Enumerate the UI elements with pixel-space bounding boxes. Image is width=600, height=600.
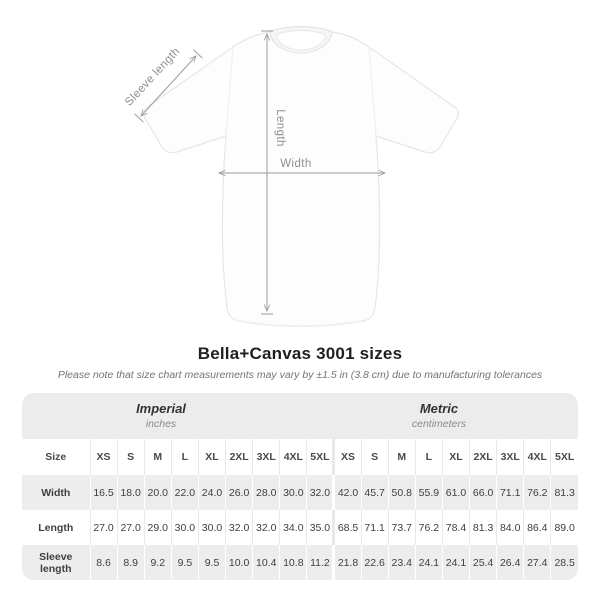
size-cell: XS (334, 439, 361, 475)
metric-label: Metric (419, 401, 459, 416)
sleeve-length-label: Sleeve length (122, 45, 183, 109)
imperial-unit: inches (145, 418, 177, 430)
width-label: Width (280, 158, 312, 170)
size-cell: XS (90, 439, 117, 475)
size-cell: XL (198, 439, 225, 475)
tolerance-note: Please note that size chart measurements may vary by ±1.5 in (3.8 cm) due to manufacturing tolerances (57, 369, 543, 381)
size-cell: XL (442, 439, 469, 475)
value-cell: 24.0 (198, 475, 225, 510)
value-cell: 68.5 (334, 510, 361, 545)
value-cell: 27.0 (90, 510, 117, 545)
value-cell: 10.8 (280, 545, 307, 580)
value-cell: 9.5 (198, 545, 225, 580)
value-cell: 30.0 (280, 475, 307, 510)
row-label: Size (22, 439, 90, 475)
page-title: Bella+Canvas 3001 sizes (197, 344, 403, 363)
measurement-row (22, 475, 578, 510)
size-cell: 2XL (226, 439, 253, 475)
size-cell: 4XL (280, 439, 307, 475)
value-cell: 8.6 (90, 545, 117, 580)
value-cell: 81.3 (551, 475, 578, 510)
value-cell: 10.4 (253, 545, 280, 580)
size-cell: L (415, 439, 442, 475)
size-table (22, 439, 578, 580)
value-cell: 23.4 (388, 545, 415, 580)
measurement-row (22, 510, 578, 545)
imperial-group-header (22, 401, 300, 430)
value-cell: 27.0 (117, 510, 144, 545)
size-cell: 5XL (551, 439, 578, 475)
row-label: Sleeve length (22, 545, 90, 580)
metric-group-header (300, 401, 578, 430)
size-cell: 3XL (253, 439, 280, 475)
tshirt-shape (144, 27, 459, 327)
value-cell: 78.4 (442, 510, 469, 545)
value-cell: 76.2 (415, 510, 442, 545)
value-cell: 50.8 (388, 475, 415, 510)
value-cell: 9.5 (171, 545, 198, 580)
value-cell: 26.0 (226, 475, 253, 510)
value-cell: 28.5 (551, 545, 578, 580)
size-cell: M (144, 439, 171, 475)
value-cell: 9.2 (144, 545, 171, 580)
row-label: Width (22, 475, 90, 510)
metric-unit: centimeters (411, 418, 467, 430)
value-cell: 81.3 (470, 510, 497, 545)
size-cell: 3XL (497, 439, 524, 475)
value-cell: 71.1 (497, 475, 524, 510)
value-cell: 32.0 (307, 475, 334, 510)
row-label: Length (22, 510, 90, 545)
value-cell: 22.0 (171, 475, 198, 510)
value-cell: 10.0 (226, 545, 253, 580)
value-cell: 76.2 (524, 475, 551, 510)
unit-group-header (22, 393, 578, 439)
size-cell: M (388, 439, 415, 475)
value-cell: 86.4 (524, 510, 551, 545)
value-cell: 89.0 (551, 510, 578, 545)
size-cell: 2XL (470, 439, 497, 475)
value-cell: 35.0 (307, 510, 334, 545)
value-cell: 30.0 (171, 510, 198, 545)
value-cell: 24.1 (415, 545, 442, 580)
value-cell: 61.0 (442, 475, 469, 510)
value-cell: 73.7 (388, 510, 415, 545)
size-cell: S (361, 439, 388, 475)
value-cell: 18.0 (117, 475, 144, 510)
value-cell: 21.8 (334, 545, 361, 580)
value-cell: 34.0 (280, 510, 307, 545)
heading-block (0, 344, 600, 381)
value-cell: 42.0 (334, 475, 361, 510)
value-cell: 28.0 (253, 475, 280, 510)
value-cell: 30.0 (198, 510, 225, 545)
value-cell: 29.0 (144, 510, 171, 545)
value-cell: 66.0 (470, 475, 497, 510)
size-cell: L (171, 439, 198, 475)
value-cell: 71.1 (361, 510, 388, 545)
size-cell: S (117, 439, 144, 475)
imperial-label: Imperial (136, 401, 186, 416)
value-cell: 26.4 (497, 545, 524, 580)
size-chart-card (22, 393, 578, 580)
value-cell: 32.0 (226, 510, 253, 545)
value-cell: 22.6 (361, 545, 388, 580)
value-cell: 8.9 (117, 545, 144, 580)
value-cell: 27.4 (524, 545, 551, 580)
value-cell: 55.9 (415, 475, 442, 510)
value-cell: 20.0 (144, 475, 171, 510)
size-cell: 5XL (307, 439, 334, 475)
size-header-row (22, 439, 578, 475)
size-cell: 4XL (524, 439, 551, 475)
measurement-row (22, 545, 578, 580)
value-cell: 84.0 (497, 510, 524, 545)
value-cell: 45.7 (361, 475, 388, 510)
value-cell: 11.2 (307, 545, 334, 580)
value-cell: 25.4 (470, 545, 497, 580)
length-label: Length (274, 109, 286, 147)
value-cell: 24.1 (442, 545, 469, 580)
value-cell: 32.0 (253, 510, 280, 545)
value-cell: 16.5 (90, 475, 117, 510)
